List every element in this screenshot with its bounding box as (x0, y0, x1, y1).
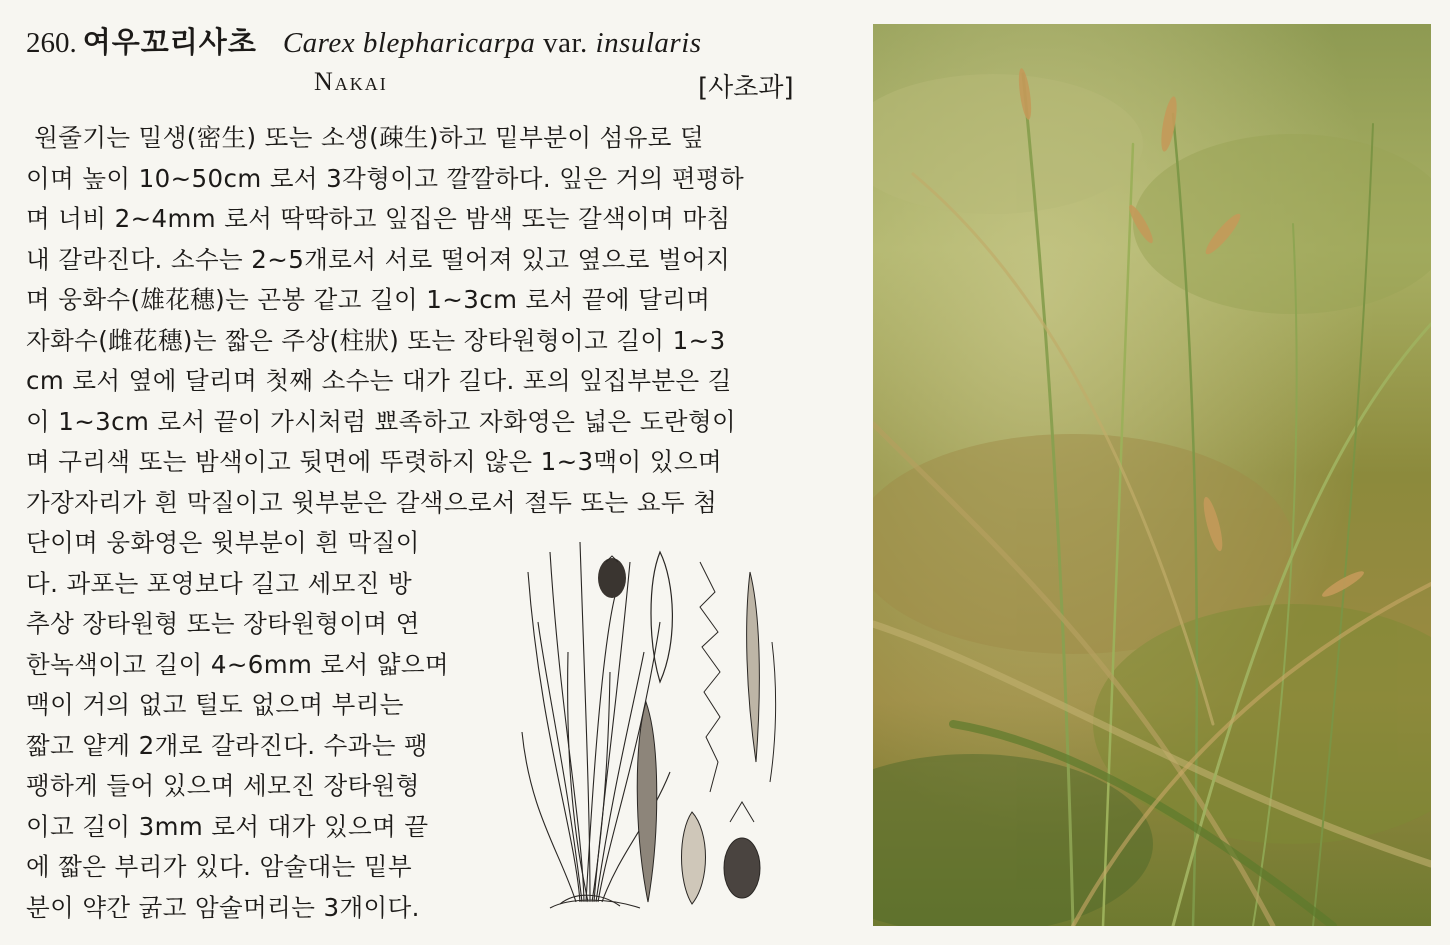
text-line: 짧고 얕게 2개로 갈라진다. 수과는 팽 (26, 730, 429, 760)
text-line: 이고 길이 3mm 로서 대가 있으며 끝 (26, 811, 429, 841)
author-family-line (26, 67, 826, 107)
var-name: insularis (595, 27, 702, 59)
text-line: 에 짧은 부리가 있다. 암술대는 밑부 (26, 852, 413, 881)
latin-name (283, 27, 702, 59)
text-line: 내 갈라진다. 소수는 2~5개로서 서로 떨어져 있고 옆으로 벌어지 (26, 244, 731, 274)
text-line: 며 웅화수(雄花穗)는 곤봉 같고 길이 1~3cm 로서 끝에 달리며 (26, 285, 711, 314)
text-line: cm 로서 옆에 달리며 첫째 소수는 대가 길다. 포의 잎집부분은 길 (26, 366, 732, 395)
latin-genus-species: Carex blepharicarpa (282, 27, 536, 59)
var-label: var. (543, 27, 588, 59)
text-line: 며 너비 2~4mm 로서 딱딱하고 잎집은 밤색 또는 갈색이며 마침 (26, 204, 731, 233)
male-spike-drawing (637, 702, 657, 902)
text-line: 한녹색이고 길이 4~6mm 로서 얇으며 (26, 649, 449, 679)
text-line: 가장자리가 흰 막질이고 윗부분은 갈색으로서 절두 또는 요두 첨 (26, 487, 718, 517)
text-line: 추상 장타원형 또는 장타원형이며 연 (26, 609, 420, 638)
text-line: 팽하게 들어 있으며 세모진 장타원형 (26, 771, 420, 800)
grass-photo-image (873, 24, 1431, 926)
family-name: [사초과] (698, 73, 794, 103)
achene-drawing (724, 838, 760, 898)
author-name: Nakai (314, 67, 388, 96)
text-line: 맥이 거의 없고 털도 없으며 부리는 (26, 690, 404, 719)
text-line: 이 1~3cm 로서 끝이 가시처럼 뾰족하고 자화영은 넓은 도란형이 (26, 406, 737, 436)
text-line: 원줄기는 밀생(密生) 또는 소생(疎生)하고 밑부분이 섬유로 덮 (26, 123, 705, 152)
text-line: 단이며 웅화영은 윗부분이 흰 막질이 (26, 528, 420, 557)
text-line: 다. 과포는 포영보다 길고 세모진 방 (26, 568, 413, 598)
species-header (26, 22, 826, 107)
botanical-illustration (520, 532, 802, 910)
korean-name: 여우꼬리사초 (82, 25, 257, 59)
title-line (26, 22, 826, 63)
text-line: 자화수(雌花穗)는 짧은 주상(柱狀) 또는 장타원형이고 길이 1~3 (26, 325, 726, 355)
text-line: 이며 높이 10~50cm 로서 3각형이고 깔깔하다. 잎은 거의 편평하 (26, 163, 745, 193)
species-number: 260. (26, 27, 77, 59)
perigynium-dark-drawing (598, 558, 626, 598)
sedge-drawing (520, 532, 802, 910)
plant-photo (873, 24, 1431, 926)
text-line: 며 구리색 또는 밤색이고 뒷면에 뚜렷하지 않은 1~3맥이 있으며 (26, 447, 723, 476)
text-line: 분이 약간 굵고 암술머리는 3개이다. (26, 892, 420, 922)
bract-drawing (651, 552, 672, 682)
